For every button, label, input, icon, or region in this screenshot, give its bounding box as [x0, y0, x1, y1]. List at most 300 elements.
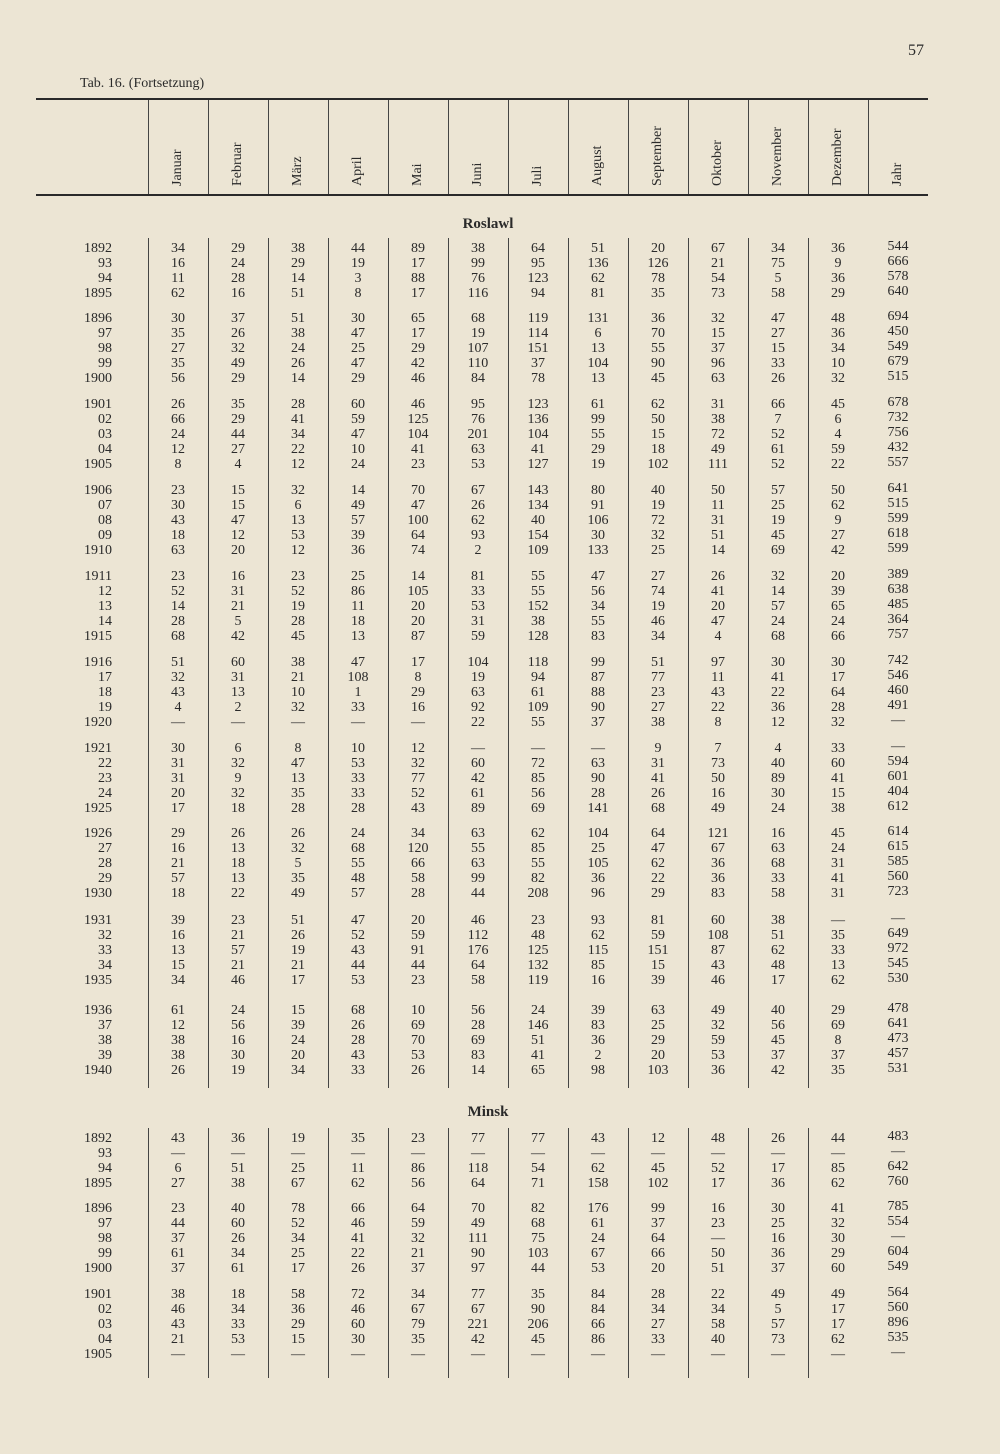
table-cell: 43 — [711, 685, 725, 700]
table-cell: 36 — [831, 271, 845, 286]
table-cell: 104 — [587, 356, 609, 371]
table-cell: 76 — [471, 412, 485, 427]
table-cell: 56 — [231, 1018, 245, 1033]
table-cell: 26 — [471, 498, 485, 513]
table-cell: 17 — [711, 1176, 725, 1191]
table-cell: 26 — [411, 1063, 425, 1078]
table-cell: 32 — [231, 341, 245, 356]
table-cell: 29 — [291, 1317, 305, 1332]
table-cell: 83 — [711, 886, 725, 901]
table-cell: 27 — [231, 442, 245, 457]
table-cell: 6 — [834, 412, 842, 427]
table-cell: 15 — [171, 958, 185, 973]
table-cell: 59 — [351, 412, 365, 427]
table-cell: 9 — [834, 256, 842, 271]
table-cell: 119 — [527, 973, 549, 988]
header-column-separator — [568, 100, 569, 194]
table-cell: 31 — [171, 771, 185, 786]
table-cell: 36 — [711, 871, 725, 886]
table-cell: 63 — [711, 371, 725, 386]
table-cell: 24 — [291, 341, 305, 356]
table-cell: 33 — [771, 871, 785, 886]
header-column-separator — [268, 100, 269, 194]
header-column-separator — [688, 100, 689, 194]
table-cell: 126 — [647, 256, 669, 271]
table-cell: 30 — [231, 1048, 245, 1063]
table-cell: 31 — [471, 614, 485, 629]
table-cell: 73 — [771, 1332, 785, 1347]
table-cell: 34 — [411, 826, 425, 841]
table-cell: 62 — [531, 826, 545, 841]
table-cell: 73 — [711, 756, 725, 771]
year-label: 03 — [98, 1317, 112, 1332]
table-cell: 14 — [771, 584, 785, 599]
table-cell: 58 — [411, 871, 425, 886]
table-cell: 55 — [471, 841, 485, 856]
table-cell: 87 — [711, 943, 725, 958]
table-cell: 18 — [651, 442, 665, 457]
table-cell: 13 — [591, 341, 605, 356]
table-cell: 649 — [887, 926, 909, 941]
table-cell: 40 — [771, 756, 785, 771]
table-cell: 26 — [291, 928, 305, 943]
table-cell: 26 — [651, 786, 665, 801]
table-cell: 13 — [291, 771, 305, 786]
table-cell: 16 — [231, 286, 245, 301]
table-cell: 38 — [831, 801, 845, 816]
table-cell: 36 — [651, 311, 665, 326]
table-cell: 20 — [231, 543, 245, 558]
table-cell: 69 — [411, 1018, 425, 1033]
table-cell: 70 — [471, 1201, 485, 1216]
table-cell: 31 — [711, 513, 725, 528]
table-cell: 81 — [471, 569, 485, 584]
table-cell: — — [231, 1347, 245, 1362]
table-cell: 105 — [407, 584, 429, 599]
table-cell: 22 — [471, 715, 485, 730]
table-cell: 4 — [834, 427, 842, 442]
table-cell: — — [231, 1146, 245, 1161]
table-cell: 15 — [771, 341, 785, 356]
table-cell: 43 — [171, 685, 185, 700]
table-cell: 67 — [471, 1302, 485, 1317]
table-cell: 23 — [171, 569, 185, 584]
table-cell: 111 — [468, 1231, 488, 1246]
table-cell: 32 — [411, 756, 425, 771]
table-cell: 43 — [351, 943, 365, 958]
table-cell: 83 — [591, 629, 605, 644]
table-cell: 95 — [531, 256, 545, 271]
table-cell: 69 — [531, 801, 545, 816]
table-cell: 21 — [231, 599, 245, 614]
table-cell: 62 — [831, 498, 845, 513]
year-label: 1910 — [84, 543, 112, 558]
table-cell: 23 — [171, 483, 185, 498]
table-cell: 22 — [291, 442, 305, 457]
table-cell: — — [351, 715, 365, 730]
table-cell: 20 — [651, 1048, 665, 1063]
table-cell: 43 — [411, 801, 425, 816]
table-cell: 38 — [171, 1048, 185, 1063]
table-cell: 4 — [774, 741, 782, 756]
table-cell: 23 — [411, 973, 425, 988]
table-cell: 121 — [707, 826, 729, 841]
table-cell: 62 — [171, 286, 185, 301]
table-cell: 35 — [171, 326, 185, 341]
table-cell: 176 — [587, 1201, 609, 1216]
table-cell: 35 — [351, 1131, 365, 1146]
table-cell: 61 — [591, 397, 605, 412]
year-label: 33 — [98, 943, 112, 958]
table-cell: 52 — [291, 1216, 305, 1231]
table-cell: 723 — [887, 884, 909, 899]
table-cell: 679 — [887, 354, 909, 369]
table-cell: 732 — [887, 410, 909, 425]
table-cell: 62 — [591, 1161, 605, 1176]
table-cell: — — [471, 1146, 485, 1161]
table-cell: 11 — [711, 498, 725, 513]
table-cell: 483 — [887, 1129, 909, 1144]
table-cell: 127 — [527, 457, 549, 472]
table-cell: 11 — [711, 670, 725, 685]
table-cell: 64 — [471, 1176, 485, 1191]
table-cell: 64 — [411, 1201, 425, 1216]
table-cell: 31 — [171, 756, 185, 771]
table-cell: 6 — [594, 326, 602, 341]
table-cell: 26 — [171, 1063, 185, 1078]
table-cell: 61 — [591, 1216, 605, 1231]
table-cell: 41 — [291, 412, 305, 427]
table-cell: 36 — [351, 543, 365, 558]
table-cell: 94 — [531, 670, 545, 685]
table-cell: 38 — [771, 913, 785, 928]
table-cell: 55 — [531, 569, 545, 584]
table-cell: 450 — [887, 324, 909, 339]
table-cell: 39 — [831, 584, 845, 599]
table-cell: 22 — [651, 871, 665, 886]
table-cell: 30 — [771, 786, 785, 801]
table-cell: 47 — [351, 356, 365, 371]
table-cell: 757 — [887, 627, 909, 642]
table-cell: 48 — [531, 928, 545, 943]
table-cell: 24 — [351, 826, 365, 841]
table-cell: 13 — [351, 629, 365, 644]
table-cell: 37 — [531, 356, 545, 371]
table-cell: 63 — [771, 841, 785, 856]
table-cell: 27 — [771, 326, 785, 341]
table-cell: 42 — [831, 543, 845, 558]
table-cell: 36 — [711, 856, 725, 871]
table-cell: 49 — [831, 1287, 845, 1302]
table-cell: 50 — [651, 412, 665, 427]
table-cell: 44 — [831, 1131, 845, 1146]
table-cell: 24 — [831, 841, 845, 856]
year-label: 1915 — [84, 629, 112, 644]
table-cell: 35 — [531, 1287, 545, 1302]
year-label: 97 — [98, 1216, 112, 1231]
table-cell: 64 — [651, 1231, 665, 1246]
table-cell: 19 — [291, 943, 305, 958]
year-label: 13 — [98, 599, 112, 614]
table-cell: 151 — [647, 943, 669, 958]
table-cell: 29 — [831, 1246, 845, 1261]
table-cell: 485 — [887, 597, 909, 612]
table-cell: 72 — [651, 513, 665, 528]
table-cell: 151 — [527, 341, 549, 356]
table-cell: 36 — [831, 241, 845, 256]
table-cell: 37 — [651, 1216, 665, 1231]
section-title: Minsk — [467, 1104, 509, 1120]
table-cell: 90 — [591, 700, 605, 715]
table-cell: 15 — [651, 958, 665, 973]
table-cell: — — [291, 1347, 305, 1362]
table-cell: 578 — [887, 269, 909, 284]
table-cell: 123 — [527, 271, 549, 286]
table-cell: 2 — [594, 1048, 602, 1063]
table-cell: 30 — [171, 311, 185, 326]
table-cell: 29 — [231, 241, 245, 256]
table-cell: 48 — [351, 871, 365, 886]
table-cell: 15 — [231, 483, 245, 498]
table-cell: 102 — [647, 1176, 669, 1191]
table-cell: 88 — [591, 685, 605, 700]
table-cell: 59 — [471, 629, 485, 644]
table-cell: 115 — [587, 943, 609, 958]
table-cell: 45 — [771, 1033, 785, 1048]
table-cell: 13 — [231, 871, 245, 886]
table-cell: 77 — [471, 1131, 485, 1146]
table-cell: 103 — [647, 1063, 669, 1078]
table-cell: 25 — [591, 841, 605, 856]
table-cell: 20 — [651, 1261, 665, 1276]
table-cell: 65 — [411, 311, 425, 326]
table-cell: — — [651, 1347, 665, 1362]
table-cell: — — [171, 1347, 185, 1362]
table-cell: 41 — [831, 771, 845, 786]
table-cell: 61 — [531, 685, 545, 700]
table-cell: 74 — [411, 543, 425, 558]
table-cell: 32 — [411, 1231, 425, 1246]
table-cell: 96 — [591, 886, 605, 901]
table-cell: 96 — [711, 356, 725, 371]
table-cell: 16 — [171, 841, 185, 856]
table-cell: 99 — [591, 412, 605, 427]
table-cell: 27 — [651, 569, 665, 584]
table-cell: 118 — [467, 1161, 489, 1176]
header-column-separator — [448, 100, 449, 194]
table-cell: 36 — [771, 1246, 785, 1261]
table-cell: 12 — [171, 1018, 185, 1033]
table-cell: 26 — [351, 1018, 365, 1033]
table-cell: 15 — [291, 1003, 305, 1018]
table-cell: 206 — [527, 1317, 549, 1332]
table-cell: 8 — [834, 1033, 842, 1048]
table-cell: 90 — [471, 1246, 485, 1261]
year-label: 93 — [98, 1146, 112, 1161]
table-cell: 17 — [771, 1161, 785, 1176]
table-cell: 389 — [887, 567, 909, 582]
table-cell: 39 — [291, 1018, 305, 1033]
table-cell: 72 — [531, 756, 545, 771]
table-cell: 28 — [591, 786, 605, 801]
table-cell: 13 — [591, 371, 605, 386]
table-cell: 26 — [711, 569, 725, 584]
table-cell: 5 — [774, 1302, 782, 1317]
table-cell: 5 — [234, 614, 242, 629]
year-label: 97 — [98, 326, 112, 341]
table-cell: 12 — [171, 442, 185, 457]
table-cell: 37 — [231, 311, 245, 326]
table-cell: 16 — [171, 928, 185, 943]
table-cell: 39 — [591, 1003, 605, 1018]
table-cell: 37 — [171, 1261, 185, 1276]
table-cell: 16 — [411, 700, 425, 715]
table-cell: 57 — [231, 943, 245, 958]
year-label: 1930 — [84, 886, 112, 901]
table-cell: 6 — [294, 498, 302, 513]
table-cell: 26 — [351, 1261, 365, 1276]
table-cell: 28 — [291, 614, 305, 629]
table-cell: 21 — [171, 856, 185, 871]
year-label: 1896 — [84, 311, 112, 326]
table-cell: 51 — [231, 1161, 245, 1176]
table-cell: 52 — [771, 427, 785, 442]
table-cell: 58 — [291, 1287, 305, 1302]
month-header-label: Januar — [170, 149, 185, 186]
table-cell: — — [831, 1347, 845, 1362]
table-cell: 50 — [831, 483, 845, 498]
table-cell: 29 — [411, 685, 425, 700]
table-cell: 12 — [411, 741, 425, 756]
table-cell: 63 — [171, 543, 185, 558]
table-cell: 80 — [591, 483, 605, 498]
table-cell: 32 — [291, 483, 305, 498]
table-cell: 78 — [531, 371, 545, 386]
table-cell: 57 — [171, 871, 185, 886]
table-cell: — — [891, 739, 905, 754]
table-cell: 28 — [831, 700, 845, 715]
table-cell: 41 — [531, 1048, 545, 1063]
table-cell: 34 — [291, 427, 305, 442]
table-cell: 13 — [171, 943, 185, 958]
year-label: 98 — [98, 341, 112, 356]
table-cell: 51 — [711, 1261, 725, 1276]
table-cell: 28 — [291, 801, 305, 816]
table-cell: 599 — [887, 541, 909, 556]
table-cell: 28 — [171, 614, 185, 629]
table-cell: 31 — [231, 670, 245, 685]
table-cell: 17 — [291, 1261, 305, 1276]
table-cell: 32 — [711, 1018, 725, 1033]
table-cell: 29 — [651, 886, 665, 901]
table-cell: 17 — [771, 973, 785, 988]
table-cell: 666 — [887, 254, 909, 269]
table-cell: 11 — [351, 1161, 365, 1176]
table-cell: 20 — [411, 614, 425, 629]
table-cell: 34 — [171, 973, 185, 988]
table-cell: 47 — [591, 569, 605, 584]
table-cell: 37 — [171, 1231, 185, 1246]
table-cell: 549 — [887, 1259, 909, 1274]
table-cell: 66 — [171, 412, 185, 427]
table-cell: 26 — [171, 397, 185, 412]
table-cell: 62 — [651, 397, 665, 412]
table-cell: 38 — [171, 1033, 185, 1048]
table-cell: 25 — [651, 543, 665, 558]
table-cell: 46 — [651, 614, 665, 629]
table-cell: 25 — [291, 1246, 305, 1261]
table-cell: 30 — [171, 498, 185, 513]
table-cell: 7 — [714, 741, 722, 756]
month-header-label: Oktober — [710, 140, 725, 186]
table-cell: 67 — [471, 483, 485, 498]
table-cell: 25 — [771, 498, 785, 513]
year-label: 18 — [98, 685, 112, 700]
year-label: 1895 — [84, 1176, 112, 1191]
table-cell: 68 — [771, 629, 785, 644]
table-cell: 44 — [471, 886, 485, 901]
table-cell: 21 — [291, 670, 305, 685]
table-cell: 95 — [471, 397, 485, 412]
table-cell: 99 — [471, 871, 485, 886]
table-cell: 59 — [411, 928, 425, 943]
table-cell: 46 — [231, 973, 245, 988]
month-header-label: Februar — [230, 142, 245, 186]
table-cell: 10 — [351, 442, 365, 457]
table-cell: 99 — [651, 1201, 665, 1216]
table-cell: 15 — [291, 1332, 305, 1347]
table-cell: 146 — [527, 1018, 549, 1033]
table-cell: 25 — [351, 341, 365, 356]
table-cell: 29 — [231, 371, 245, 386]
table-cell: 108 — [707, 928, 729, 943]
header-column-separator — [328, 100, 329, 194]
table-cell: 43 — [591, 1131, 605, 1146]
table-cell: 77 — [531, 1131, 545, 1146]
year-label: 94 — [98, 271, 112, 286]
table-cell: 34 — [591, 599, 605, 614]
table-cell: 54 — [531, 1161, 545, 1176]
table-cell: 20 — [711, 599, 725, 614]
table-cell: 51 — [291, 913, 305, 928]
table-cell: 34 — [711, 1302, 725, 1317]
table-cell: 30 — [351, 1332, 365, 1347]
table-cell: 36 — [831, 326, 845, 341]
table-cell: 4 — [174, 700, 182, 715]
table-cell: 16 — [771, 1231, 785, 1246]
header-column-separator — [508, 100, 509, 194]
table-cell: — — [591, 1146, 605, 1161]
table-cell: 46 — [171, 1302, 185, 1317]
table-cell: 22 — [771, 685, 785, 700]
table-cell: 78 — [291, 1201, 305, 1216]
table-cell: 69 — [831, 1018, 845, 1033]
table-cell: 125 — [527, 943, 549, 958]
table-cell: 18 — [231, 1287, 245, 1302]
table-cell: 38 — [291, 326, 305, 341]
table-cell: 63 — [471, 442, 485, 457]
table-cell: 49 — [291, 886, 305, 901]
table-cell: 70 — [411, 1033, 425, 1048]
table-cell: — — [891, 1144, 905, 1159]
table-cell: 110 — [467, 356, 489, 371]
table-cell: 61 — [171, 1246, 185, 1261]
table-cell: 5 — [294, 856, 302, 871]
table-cell: 67 — [711, 241, 725, 256]
table-cell: 2 — [234, 700, 242, 715]
table-cell: 515 — [887, 369, 909, 384]
year-label: 27 — [98, 841, 112, 856]
